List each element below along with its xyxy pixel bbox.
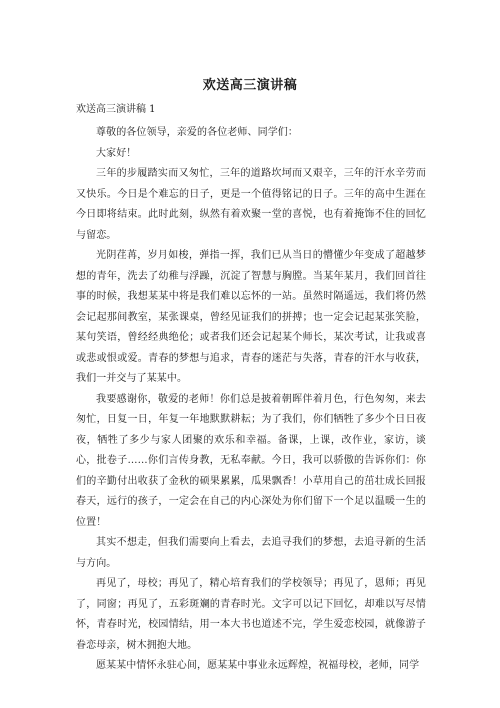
paragraph-time-flies: 光阴荏苒，岁月如梭，弹指一挥，我们已从当日的懵懂少年变成了超越梦想的青年，洗去了幼稚与浮躁，沉淀了智慧与胸膛。当某年某月，我们回首往事的时候，我想某某中将是我们难以忘怀的一站。虽然时隔遥远，我们将仍然会记起那间教室，某张课桌，曾经见证我们的拼搏；也一定会记起某张笑脸，某句笑语，曾经经典绝伦；或者我们还会记起某个师长，某次考试，让我或喜或悲或恨或爱。青春的梦想与追求，青春的迷茫与失落，青春的汗水与收获，我们一并交与了某某中。 [76,250,426,384]
document-title: 欢送高三演讲稿 [202,78,298,93]
paragraph-salutation: 尊敬的各位领导，亲爱的各位老师、同学们： [96,127,298,138]
paragraph-three-years: 三年的步履踏实而又匆忙，三年的道路坎坷而又艰辛，三年的汗水辛劳而又快乐。今日是个难忘的日子，更是一个值得铭记的日子。三年的高中生涯在今日即将结束。此时此刻，纵然有着欢聚一堂的喜悦，也有着掩饰不住的回忆与留恋。 [76,168,426,241]
document-body [76,123,426,677]
paragraph-blessing: 愿某某中情怀永驻心间，愿某某中事业永远辉煌，祝福母校，老师，同学 [96,660,420,671]
paragraph-dreams: 其实不想走，但我们需要向上看去，去追寻我们的梦想，去追寻新的生活与方向。 [76,537,426,569]
document-subtitle: 欢送高三演讲稿 1 [76,104,156,115]
paragraph-thank-teachers: 我要感谢你，敬爱的老师！你们总是披着朝晖伴着月色，行色匆匆，来去匆忙，日复一日，年复一年地默默耕耘；为了我们，你们牺牲了多少个日日夜夜，牺牲了多少与家人团聚的欢乐和幸福。备课，上课，改作业，家访，谈心，批卷子……你们言传身教，无私奉献。今日，我可以骄傲的告诉你们：你们的辛勤付出收获了金秋的硕果累累，瓜果飘香！小草用自己的茁壮成长回报春天，远行的孩子，一定会在自己的内心深处为你们留下一个足以温暖一生的位置！ [76,393,426,528]
paragraph-greeting: 大家好！ [96,147,137,159]
paragraph-farewell: 再见了，母校；再见了，精心培育我们的学校领导；再见了，恩师；再见了，同窗；再见了，五彩斑斓的青春时光。文字可以记下回忆，却难以写尽情怀，青春时光，校园情结，用一本大书也道述不完，学生爱恋校园，就像游子眷恋母亲，树木拥抱大地。 [76,578,426,651]
